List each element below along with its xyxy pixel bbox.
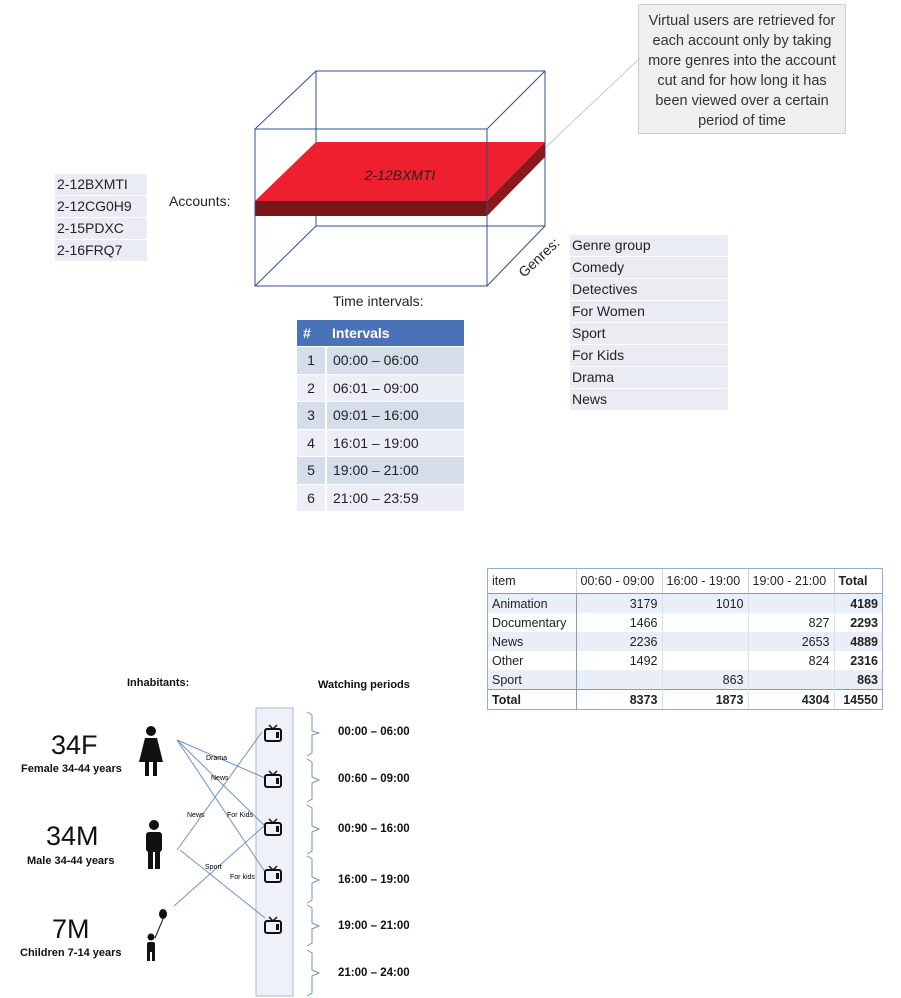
table-row bbox=[297, 457, 464, 485]
row-interval: 00:00 – 06:00 bbox=[326, 347, 464, 375]
pivot-row bbox=[488, 670, 882, 690]
pivot-total-cell: 8373 bbox=[576, 690, 662, 710]
table-row bbox=[297, 374, 464, 402]
pivot-cell: 2293 bbox=[850, 615, 878, 630]
genre-item: For Women bbox=[570, 301, 728, 323]
pivot-cell bbox=[748, 594, 834, 614]
period-label: 21:00 – 24:00 bbox=[338, 967, 410, 979]
pivot-cell: 2316 bbox=[850, 653, 878, 668]
woman-icon bbox=[139, 726, 163, 776]
pivot-row bbox=[488, 632, 882, 651]
table-row bbox=[297, 484, 464, 511]
table-row bbox=[297, 402, 464, 430]
accounts-axis-label: Accounts: bbox=[169, 193, 231, 209]
row-number: 6 bbox=[297, 484, 326, 511]
intervals-table bbox=[297, 320, 464, 511]
pivot-cell: 3179 bbox=[576, 594, 662, 614]
account-item: 2-12BXMTI bbox=[55, 174, 147, 196]
pivot-row bbox=[488, 594, 882, 614]
table-row bbox=[297, 347, 464, 375]
pivot-cell: 2653 bbox=[748, 632, 834, 651]
period-label: 19:00 – 21:00 bbox=[338, 920, 410, 932]
intervals-header-row bbox=[297, 320, 464, 347]
edge-label: For kids bbox=[230, 874, 255, 881]
group-desc: Children 7-14 years bbox=[20, 947, 122, 959]
pivot-cell bbox=[662, 613, 748, 632]
pivot-col-total: Total bbox=[834, 569, 882, 594]
pivot-cell: 863 bbox=[662, 670, 748, 690]
pivot-cell: News bbox=[488, 632, 576, 651]
callout-text: Virtual users are retrieved for each account only by taking more genres into the account cut and for how long it has been viewed over a certain period of time bbox=[648, 13, 836, 129]
callout-connector bbox=[545, 58, 640, 148]
period-label: 00:90 – 16:00 bbox=[338, 823, 410, 835]
row-interval: 21:00 – 23:59 bbox=[326, 484, 464, 511]
pivot-cell: 1492 bbox=[576, 651, 662, 670]
pivot-total-cell: 4304 bbox=[748, 690, 834, 710]
genres-axis-label: Genres: bbox=[515, 234, 563, 281]
account-item: 2-15PDXC bbox=[55, 218, 147, 240]
table-row bbox=[297, 429, 464, 457]
genre-item: Drama bbox=[570, 367, 728, 389]
col-header-number: # bbox=[297, 320, 326, 347]
slice-label: 2-12BXMTI bbox=[364, 167, 436, 183]
pivot-cell: 4889 bbox=[834, 632, 882, 651]
edge-label: News bbox=[187, 812, 205, 819]
group-code: 34M bbox=[46, 821, 99, 851]
pivot-cell bbox=[748, 670, 834, 690]
genre-item: News bbox=[570, 389, 728, 411]
period-label: 00:60 – 09:00 bbox=[338, 773, 410, 785]
pivot-cell: 827 bbox=[748, 613, 834, 632]
tv-column bbox=[256, 708, 293, 996]
row-number: 2 bbox=[297, 374, 326, 402]
pivot-cell: 1466 bbox=[576, 613, 662, 632]
pivot-cell: Animation bbox=[488, 594, 576, 614]
account-item: 2-12CG0H9 bbox=[55, 196, 147, 218]
group-code: 7M bbox=[52, 914, 90, 944]
row-number: 5 bbox=[297, 457, 326, 485]
slice-front bbox=[255, 201, 487, 216]
pivot-cell: 4189 bbox=[834, 594, 882, 614]
genre-item: Genre group bbox=[570, 235, 728, 257]
man-icon bbox=[146, 820, 162, 869]
pivot-total-cell: 14550 bbox=[834, 690, 882, 710]
row-interval: 06:01 – 09:00 bbox=[326, 374, 464, 402]
genre-item: Comedy bbox=[570, 257, 728, 279]
row-number: 1 bbox=[297, 347, 326, 375]
period-label: 00:00 – 06:00 bbox=[338, 726, 410, 738]
accounts-list bbox=[55, 174, 147, 262]
account-item: 2-16FRQ7 bbox=[55, 240, 147, 262]
pivot-cell: Sport bbox=[488, 670, 576, 690]
pivot-total-cell: 1873 bbox=[662, 690, 748, 710]
pivot-col-period-2: 16:00 - 19:00 bbox=[662, 569, 748, 594]
pivot-table-frame bbox=[487, 568, 883, 710]
pivot-cell bbox=[662, 651, 748, 670]
row-interval: 19:00 – 21:00 bbox=[326, 457, 464, 485]
pivot-table bbox=[488, 569, 882, 709]
pivot-cell: 863 bbox=[834, 670, 882, 690]
row-number: 3 bbox=[297, 402, 326, 430]
row-number: 4 bbox=[297, 429, 326, 457]
group-desc: Female 34-44 years bbox=[21, 763, 122, 775]
pivot-header-row bbox=[488, 569, 882, 594]
pivot-col-item: item bbox=[488, 569, 576, 594]
pivot-cell bbox=[662, 632, 748, 651]
row-interval: 09:01 – 16:00 bbox=[326, 402, 464, 430]
pivot-row bbox=[488, 651, 882, 670]
row-interval: 16:01 – 19:00 bbox=[326, 429, 464, 457]
genre-item: Detectives bbox=[570, 279, 728, 301]
edge-label: For Kids bbox=[227, 812, 254, 819]
edge-label: Drama bbox=[206, 755, 228, 762]
child-balloon-icon bbox=[147, 909, 167, 961]
genres-list bbox=[570, 235, 728, 411]
pivot-total-row bbox=[488, 690, 882, 710]
pivot-cell bbox=[576, 670, 662, 690]
watching-title: Watching periods bbox=[318, 679, 410, 691]
pivot-col-period-1: 00:60 - 09:00 bbox=[576, 569, 662, 594]
group-code: 34F bbox=[51, 730, 98, 760]
pivot-cell: Documentary bbox=[488, 613, 576, 632]
edge-label: Sport bbox=[205, 864, 222, 871]
inhabitants-title: Inhabitants: bbox=[127, 677, 190, 689]
genre-item: For Kids bbox=[570, 345, 728, 367]
col-header-intervals: Intervals bbox=[326, 320, 464, 347]
edge-label: News bbox=[211, 775, 229, 782]
pivot-cell: Other bbox=[488, 651, 576, 670]
pivot-cell: 1010 bbox=[662, 594, 748, 614]
group-desc: Male 34-44 years bbox=[27, 855, 115, 867]
time-axis-label: Time intervals: bbox=[333, 293, 424, 309]
pivot-cell: 824 bbox=[748, 651, 834, 670]
genre-item: Sport bbox=[570, 323, 728, 345]
pivot-total-cell: Total bbox=[488, 690, 576, 710]
pivot-col-period-3: 19:00 - 21:00 bbox=[748, 569, 834, 594]
pivot-row bbox=[488, 613, 882, 632]
period-label: 16:00 – 19:00 bbox=[338, 874, 410, 886]
pivot-cell: 2236 bbox=[576, 632, 662, 651]
period-braces bbox=[307, 712, 319, 996]
